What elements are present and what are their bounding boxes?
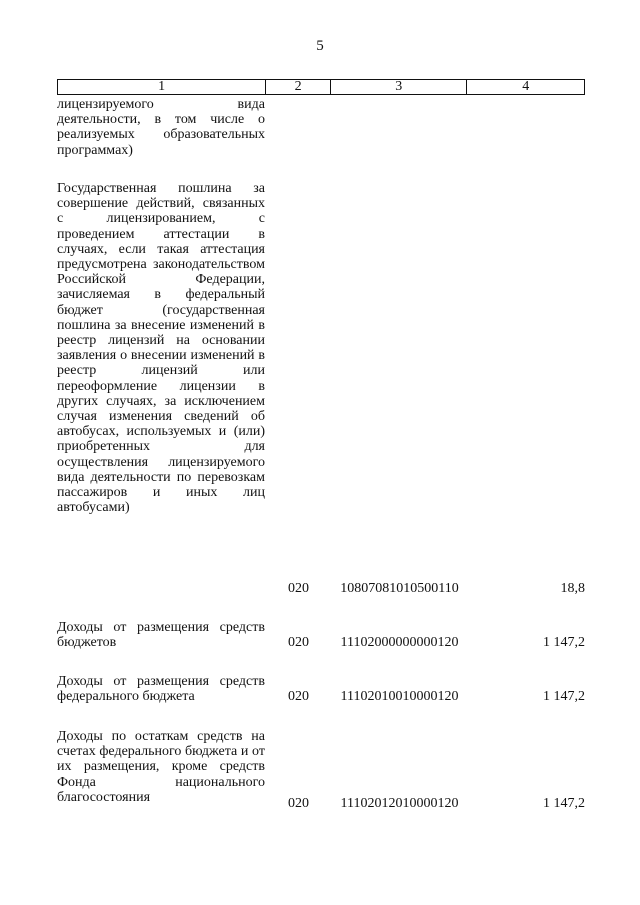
row-amount: 1 147,2 bbox=[543, 689, 585, 704]
row-kbk: 11102010010000120 bbox=[340, 689, 459, 704]
row-amount: 1 147,2 bbox=[543, 635, 585, 650]
row-description: Доходы от размещения средств бюджетов bbox=[57, 620, 265, 651]
row-description: Доходы от размещения средств федерального бюджета bbox=[57, 674, 265, 705]
column-header-1: 1 bbox=[58, 80, 266, 94]
row-code: 020 bbox=[288, 689, 309, 704]
row-kbk: 11102012010000120 bbox=[340, 796, 459, 811]
column-header-4: 4 bbox=[522, 79, 530, 94]
row-description: лицензируемого вида деятельности, в том числе о реализуемых образовательных программах) bbox=[57, 97, 265, 158]
row-kbk: 10807081010500110 bbox=[340, 581, 459, 596]
row-amount: 1 147,2 bbox=[543, 796, 585, 811]
row-code: 020 bbox=[288, 796, 309, 811]
row-code: 020 bbox=[288, 635, 309, 650]
table-header-row bbox=[57, 79, 585, 95]
row-kbk: 11102000000000120 bbox=[340, 635, 459, 650]
row-description: Государственная пошлина за совершение действий, связанных с лицензированием, с проведением аттестации в случаях, если такая аттестация предусмотрена законодательством Российской Федерации, зачисляемая в федеральный бюджет (государственная пошлина за внесение изменений в реестр лицензий на основании заявления о внесении изменений в реестр лицензий или переоформление лицензии в других случаях, за исключением случая изменения сведений об автобусах, используемых и (или) приобретенных для осуществления лицензируемого вида деятельности по перевозкам пассажиров и иных лиц автобусами) bbox=[57, 181, 265, 516]
row-code: 020 bbox=[288, 581, 309, 596]
row-amount: 18,8 bbox=[560, 581, 585, 596]
column-header-2: 2 bbox=[266, 80, 331, 94]
column-header-3: 3 bbox=[331, 80, 467, 94]
page-number: 5 bbox=[316, 38, 324, 54]
row-description: Доходы по остаткам средств на счетах федерального бюджета и от их размещения, кроме средств Фонда национального благосостояния bbox=[57, 729, 265, 805]
